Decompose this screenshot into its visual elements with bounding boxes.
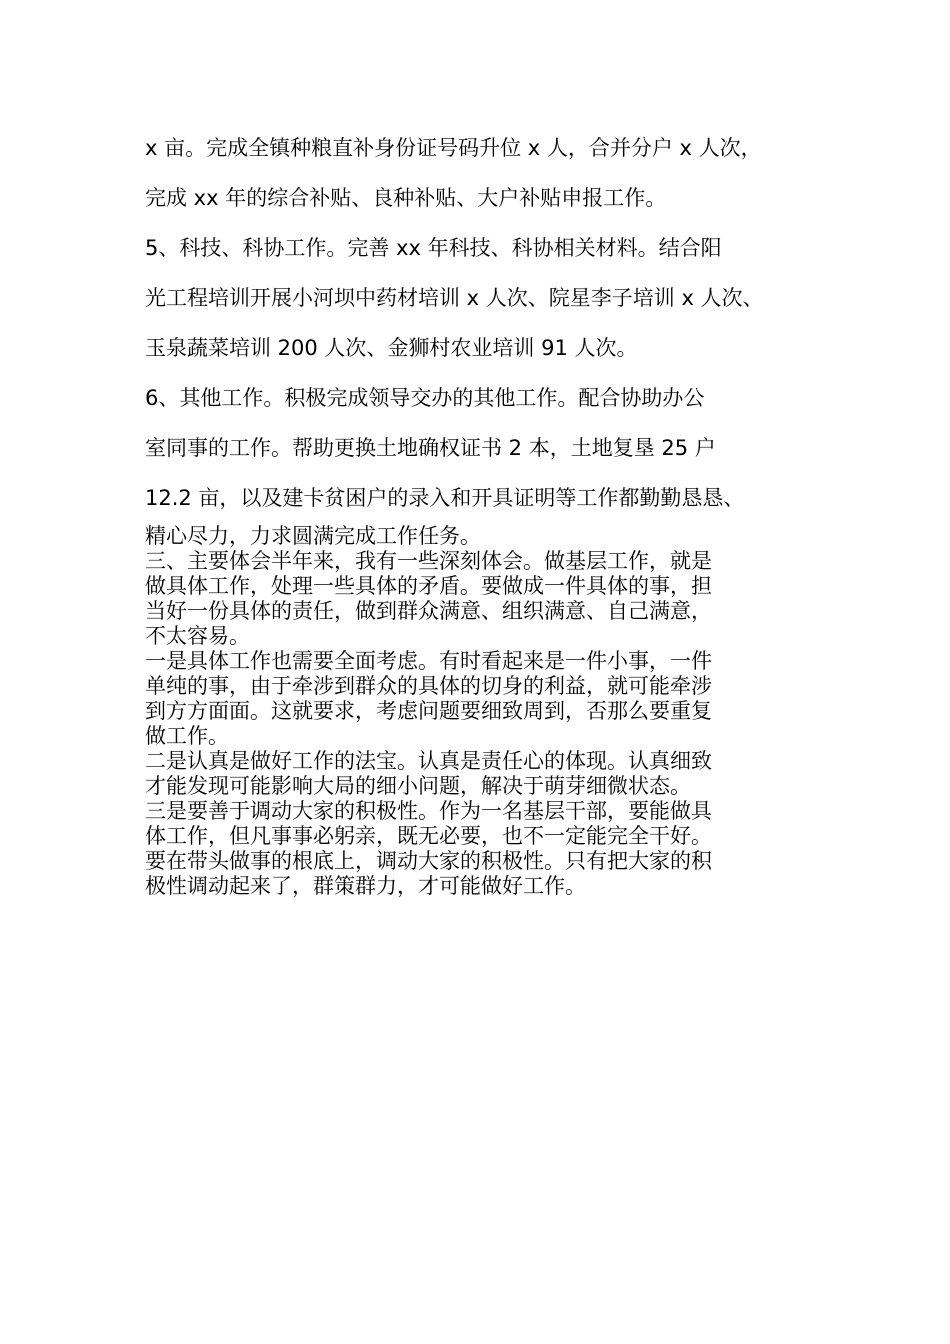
body-line: 不太容易。 (145, 624, 250, 648)
body-line: x 亩。完成全镇种粮直补身份证号码升位 x 人，合并分户 x 人次， (145, 136, 762, 160)
body-line: 5、科技、科协工作。完善 xx 年科技、科协相关材料。结合阳 (145, 236, 722, 260)
body-line: 二是认真是做好工作的法宝。认真是责任心的体现。认真细致 (145, 749, 712, 773)
body-line: 要在带头做事的根底上，调动大家的积极性。只有把大家的积 (145, 849, 712, 873)
body-line: 三、主要体会半年来，我有一些深刻体会。做基层工作，就是 (145, 549, 712, 573)
body-line: 光工程培训开展小河坝中药材培训 x 人次、院星李子培训 x 人次、 (145, 286, 764, 310)
body-line: 玉泉蔬菜培训 200 人次、金狮村农业培训 91 人次。 (145, 336, 638, 360)
body-line: 12.2 亩，以及建卡贫困户的录入和开具证明等工作都勤勤恳恳、 (145, 486, 745, 510)
body-line: 三是要善于调动大家的积极性。作为一名基层干部，要能做具 (145, 799, 712, 823)
body-line: 室同事的工作。帮助更换土地确权证书 2 本，土地复垦 25 户 (145, 436, 716, 460)
body-line: 做工作。 (145, 724, 229, 748)
body-line: 做具体工作，处理一些具体的矛盾。要做成一件具体的事，担 (145, 574, 712, 598)
body-line: 才能发现可能影响大局的细小问题，解决于萌芽细微状态。 (145, 774, 691, 798)
body-line: 当好一份具体的责任，做到群众满意、组织满意、自己满意， (145, 599, 712, 623)
body-line: 一是具体工作也需要全面考虑。有时看起来是一件小事，一件 (145, 649, 712, 673)
body-line: 完成 xx 年的综合补贴、良种补贴、大户补贴申报工作。 (145, 186, 667, 210)
body-line: 单纯的事，由于牵涉到群众的具体的切身的利益，就可能牵涉 (145, 674, 712, 698)
body-line: 极性调动起来了，群策群力，才可能做好工作。 (145, 874, 586, 898)
body-line: 精心尽力，力求圆满完成工作任务。 (145, 524, 481, 548)
body-line: 6、其他工作。积极完成领导交办的其他工作。配合协助办公 (145, 386, 705, 410)
body-line: 到方方面面。这就要求，考虑问题要细致周到，否那么要重复 (145, 699, 712, 723)
body-line: 体工作，但凡事事必躬亲，既无必要，也不一定能完全干好。 (145, 824, 712, 848)
